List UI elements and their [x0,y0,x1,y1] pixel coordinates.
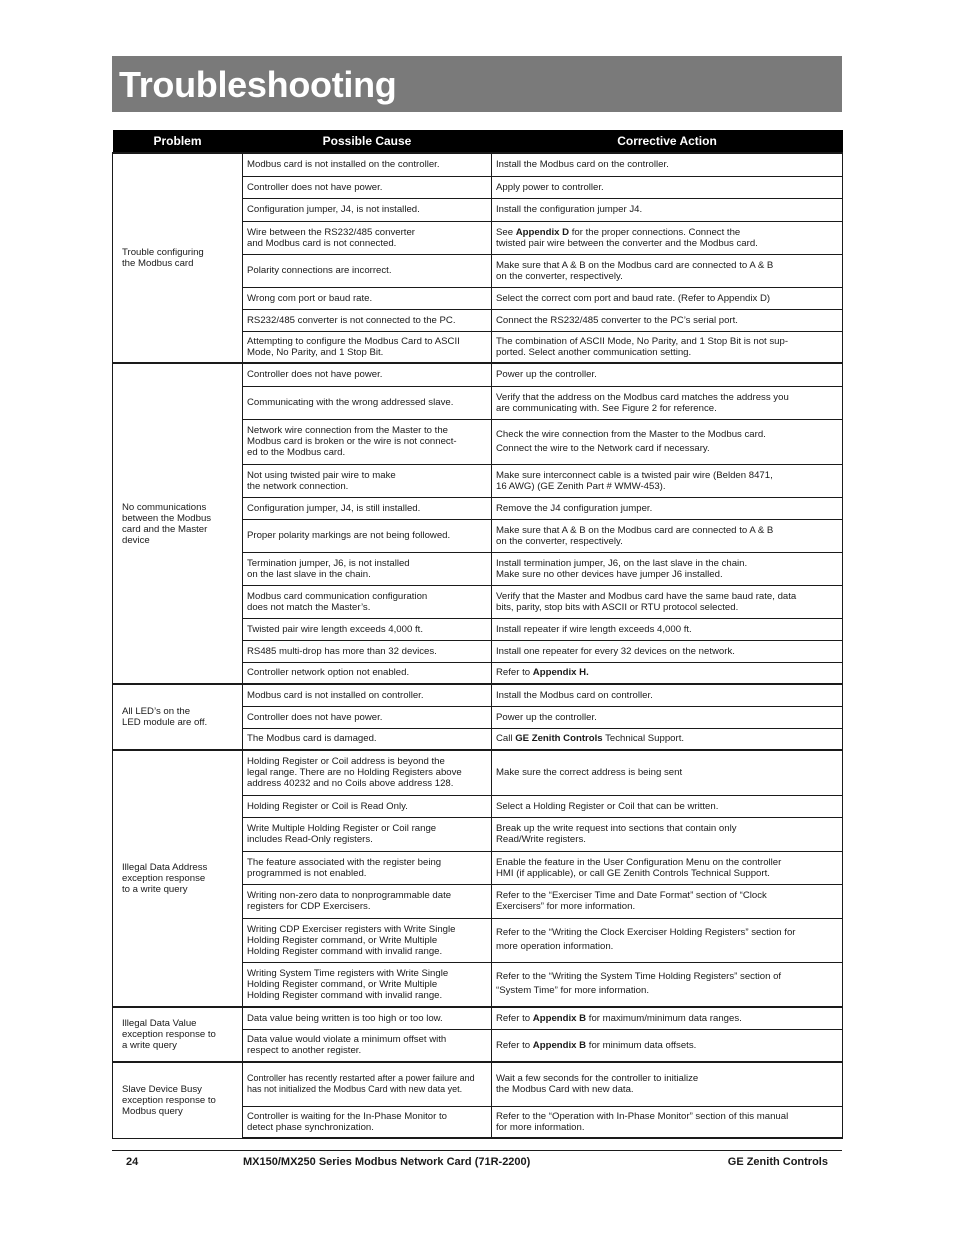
action-cell: Refer to the “Writing the System Time Holding Registers” section of “System Time” for more information. [492,962,843,1007]
cause-cell: Controller is waiting for the In-Phase Monitor to detect phase synchronization. [243,1106,492,1138]
action-cell: The combination of ASCII Mode, No Parity, and 1 Stop Bit is not sup- ported. Select another communication setting. [492,331,843,363]
cause-cell: The Modbus card is damaged. [243,728,492,750]
cause-cell: The feature associated with the register being programmed is not enabled. [243,851,492,884]
cause-cell: Write Multiple Holding Register or Coil range includes Read-Only registers. [243,817,492,851]
action-cell: Wait a few seconds for the controller to initialize the Modbus Card with new data. [492,1062,843,1106]
cause-cell: Configuration jumper, J4, is still installed. [243,497,492,519]
action-cell: Check the wire connection from the Master to the Modbus card. Connect the wire to the Network card if necessary. [492,419,843,464]
cause-cell: Proper polarity markings are not being followed. [243,519,492,552]
action-cell: Install the Modbus card on the controller. [492,153,843,176]
cause-cell: Modbus card is not installed on the controller. [243,153,492,176]
action-cell: Refer to the “Writing the Clock Exerciser Holding Registers” section for more operation information. [492,918,843,962]
action-cell: Refer to the “Exerciser Time and Date Format” section of “Clock Exercisers” for more information. [492,884,843,918]
header-problem: Problem [113,130,243,153]
action-cell: Power up the controller. [492,706,843,728]
action-cell: Install the Modbus card on controller. [492,684,843,706]
action-cell: Select a Holding Register or Coil that can be written. [492,795,843,817]
action-cell: Call GE Zenith Controls Technical Support. [492,728,843,750]
cause-cell: Controller network option not enabled. [243,662,492,684]
cause-cell: Configuration jumper, J4, is not installed. [243,198,492,221]
table-header-row [113,130,843,153]
action-cell: Break up the write request into sections that contain only Read/Write registers. [492,817,843,851]
cause-cell: Controller does not have power. [243,176,492,198]
cause-cell: Controller has recently restarted after a power failure and has not initialized the Modbus Card with new data yet. [243,1062,492,1106]
cause-cell: Twisted pair wire length exceeds 4,000 ft. [243,618,492,640]
action-cell: Make sure the correct address is being sent [492,750,843,795]
cause-cell: RS232/485 converter is not connected to the PC. [243,309,492,331]
cause-cell: Termination jumper, J6, is not installed on the last slave in the chain. [243,552,492,585]
problem-cell: No communications between the Modbus card and the Master device [113,363,243,684]
cause-cell: Wire between the RS232/485 converter and Modbus card is not connected. [243,221,492,254]
table-row [113,1007,843,1029]
section-title-bar [112,56,842,112]
problem-cell: Illegal Data Address exception response to a write query [113,750,243,1007]
cause-cell: Modbus card communication configuration does not match the Master’s. [243,585,492,618]
problem-cell: All LED’s on the LED module are off. [113,684,243,750]
action-cell: Remove the J4 configuration jumper. [492,497,843,519]
action-cell: Make sure interconnect cable is a twisted pair wire (Belden 8471, 16 AWG) (GE Zenith Part # WMW-453). [492,464,843,497]
action-cell: Refer to the “Operation with In-Phase Monitor” section of this manual for more information. [492,1106,843,1138]
problem-cell: Slave Device Busy exception response to Modbus query [113,1062,243,1138]
action-cell: Verify that the Master and Modbus card have the same baud rate, data bits, parity, stop bits with ASCII or RTU protocol selected. [492,585,843,618]
action-cell: Install the configuration jumper J4. [492,198,843,221]
action-cell: Select the correct com port and baud rate. (Refer to Appendix D) [492,287,843,309]
footer-document-title: MX150/MX250 Series Modbus Network Card (71R-2200) [243,1156,531,1168]
cause-cell: Polarity connections are incorrect. [243,254,492,287]
cause-cell: Attempting to configure the Modbus Card to ASCII Mode, No Parity, and 1 Stop Bit. [243,331,492,363]
table-row [113,1062,843,1106]
table-row [113,684,843,706]
action-cell: Refer to Appendix B for minimum data offsets. [492,1029,843,1062]
action-cell: Install one repeater for every 32 devices on the network. [492,640,843,662]
table-row [113,153,843,176]
cause-cell: Controller does not have power. [243,706,492,728]
action-cell: Refer to Appendix H. [492,662,843,684]
header-possible-cause: Possible Cause [243,130,492,153]
action-cell: Enable the feature in the User Configuration Menu on the controller HMI (if applicable), or call GE Zenith Controls Technical Support. [492,851,843,884]
table-row [113,363,843,386]
cause-cell: Holding Register or Coil address is beyond the legal range. There are no Holding Registers above address 40232 and no Coils above address 128. [243,750,492,795]
cause-cell: Data value being written is too high or too low. [243,1007,492,1029]
footer-rule [112,1150,842,1151]
footer-company: GE Zenith Controls [727,1156,828,1168]
problem-cell: Trouble configuring the Modbus card [113,153,243,363]
action-cell: Make sure that A & B on the Modbus card are connected to A & B on the converter, respectively. [492,254,843,287]
cause-cell: Wrong com port or baud rate. [243,287,492,309]
table-body [113,153,843,1138]
cause-cell: Communicating with the wrong addressed slave. [243,386,492,419]
action-cell: Verify that the address on the Modbus card matches the address you are communicating with. See Figure 2 for reference. [492,386,843,419]
cause-cell: Modbus card is not installed on controller. [243,684,492,706]
action-cell: Install termination jumper, J6, on the last slave in the chain. Make sure no other devices have jumper J6 installed. [492,552,843,585]
action-cell: Apply power to controller. [492,176,843,198]
action-cell: See Appendix D for the proper connections. Connect the twisted pair wire between the converter and the Modbus card. [492,221,843,254]
cause-cell: Writing non-zero data to nonprogrammable date registers for CDP Exercisers. [243,884,492,918]
cause-cell: Writing CDP Exerciser registers with Write Single Holding Register command, or Write Multiple Holding Register command with invalid range. [243,918,492,962]
footer-page-number: 24 [126,1156,139,1168]
troubleshooting-table [112,130,843,1139]
action-cell: Refer to Appendix B for maximum/minimum data ranges. [492,1007,843,1029]
table-row [113,750,843,795]
cause-cell: Data value would violate a minimum offset with respect to another register. [243,1029,492,1062]
action-cell: Power up the controller. [492,363,843,386]
action-cell: Install repeater if wire length exceeds 4,000 ft. [492,618,843,640]
cause-cell: Holding Register or Coil is Read Only. [243,795,492,817]
header-corrective-action: Corrective Action [492,130,843,153]
cause-cell: RS485 multi-drop has more than 32 devices. [243,640,492,662]
problem-cell: Illegal Data Value exception response to a write query [113,1007,243,1062]
action-cell: Connect the RS232/485 converter to the PC’s serial port. [492,309,843,331]
cause-cell: Network wire connection from the Master to the Modbus card is broken or the wire is not connect- ed to the Modbus card. [243,419,492,464]
cause-cell: Not using twisted pair wire to make the network connection. [243,464,492,497]
cause-cell: Controller does not have power. [243,363,492,386]
page-title: Troubleshooting [119,64,397,105]
cause-cell: Writing System Time registers with Write Single Holding Register command, or Write Multiple Holding Register command with invalid range. [243,962,492,1007]
action-cell: Make sure that A & B on the Modbus card are connected to A & B on the converter, respectively. [492,519,843,552]
